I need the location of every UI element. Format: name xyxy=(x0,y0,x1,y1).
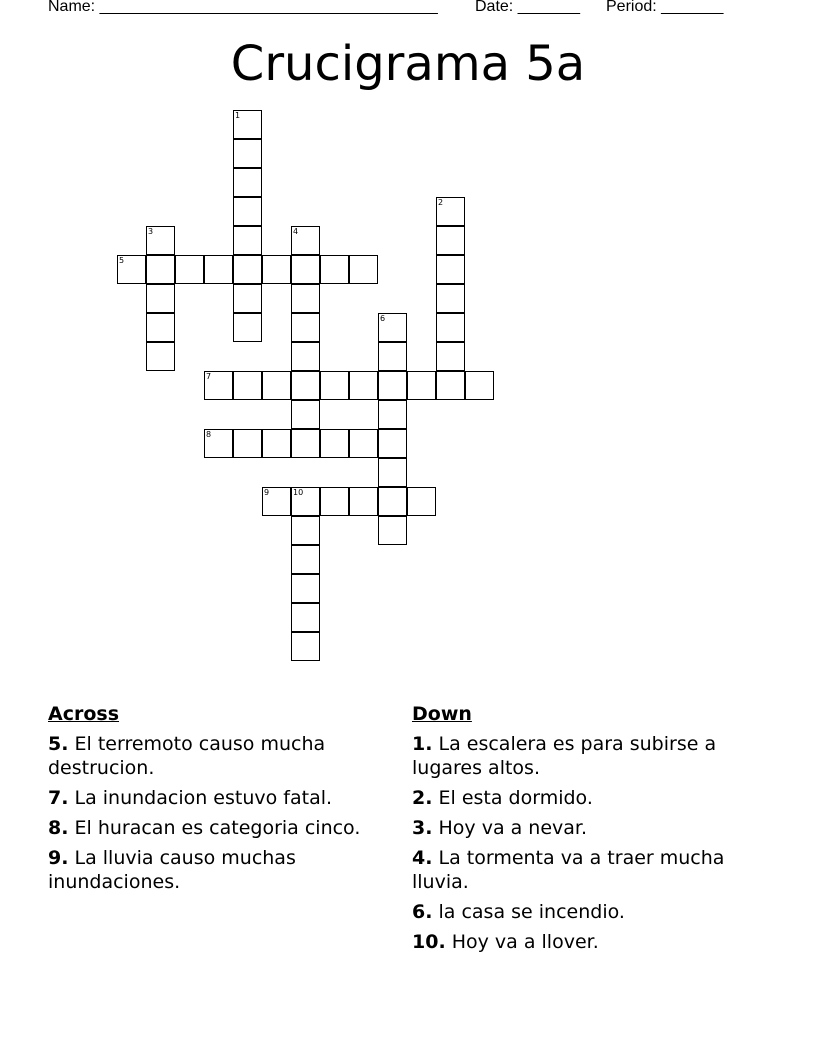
clue-number: 4 xyxy=(293,227,299,236)
down-heading: Down xyxy=(412,703,472,725)
grid-cell[interactable] xyxy=(291,516,320,545)
grid-cell[interactable] xyxy=(436,313,465,342)
page-title: Crucigrama 5a xyxy=(230,36,586,92)
clue-number: 9 xyxy=(264,488,270,497)
clue-down-1: 1. La escalera es para subirse a lugares altos. xyxy=(412,733,717,779)
grid-cell[interactable] xyxy=(291,632,320,661)
grid-cell[interactable] xyxy=(407,487,436,516)
grid-cell[interactable] xyxy=(233,313,262,342)
grid-cell[interactable] xyxy=(291,429,320,458)
grid-cell[interactable] xyxy=(320,255,349,284)
grid-cell[interactable] xyxy=(262,487,291,516)
grid-cell[interactable] xyxy=(233,284,262,313)
grid-cell[interactable] xyxy=(320,487,349,516)
grid-cell[interactable] xyxy=(378,429,407,458)
clue-number: 3 xyxy=(148,227,154,236)
grid-cell[interactable] xyxy=(146,313,175,342)
grid-cell[interactable] xyxy=(233,371,262,400)
grid-cell[interactable] xyxy=(262,429,291,458)
grid-cell[interactable] xyxy=(204,371,233,400)
grid-cell[interactable] xyxy=(204,429,233,458)
clue-number: 10 xyxy=(293,488,304,497)
clue-number: 1 xyxy=(235,111,241,120)
clue-number: 5 xyxy=(119,256,125,265)
grid-cell[interactable] xyxy=(146,342,175,371)
grid-cell[interactable] xyxy=(378,458,407,487)
grid-cell[interactable] xyxy=(378,400,407,429)
grid-cell[interactable] xyxy=(262,255,291,284)
date-field[interactable]: Date: _______ xyxy=(475,0,580,15)
grid-cell[interactable] xyxy=(291,574,320,603)
grid-cell[interactable] xyxy=(291,487,320,516)
grid-cell[interactable] xyxy=(436,255,465,284)
grid-cell[interactable] xyxy=(204,255,233,284)
grid-cell[interactable] xyxy=(465,371,494,400)
grid-cell[interactable] xyxy=(291,603,320,632)
down-clues xyxy=(412,702,752,960)
grid-cell[interactable] xyxy=(349,371,378,400)
grid-cell[interactable] xyxy=(117,255,146,284)
clue-down-4: 4. La tormenta va a traer mucha lluvia. xyxy=(412,847,725,893)
grid-cell[interactable] xyxy=(291,255,320,284)
grid-cell[interactable] xyxy=(378,371,407,400)
across-clues xyxy=(48,702,388,900)
grid-cell[interactable] xyxy=(233,110,262,139)
clue-number: 2 xyxy=(438,198,444,207)
grid-cell[interactable] xyxy=(378,342,407,371)
clue-down-6: 6. la casa se incendio. xyxy=(412,901,625,923)
grid-cell[interactable] xyxy=(233,255,262,284)
clue-number: 7 xyxy=(206,372,212,381)
clue-down-10: 10. Hoy va a llover. xyxy=(412,931,599,953)
grid-cell[interactable] xyxy=(320,429,349,458)
clue-down-2: 2. El esta dormido. xyxy=(412,787,593,809)
grid-cell[interactable] xyxy=(436,197,465,226)
grid-cell[interactable] xyxy=(291,545,320,574)
grid-cell[interactable] xyxy=(349,255,378,284)
grid-cell[interactable] xyxy=(146,226,175,255)
grid-cell[interactable] xyxy=(262,371,291,400)
clue-across-9: 9. La lluvia causo muchas inundaciones. xyxy=(48,847,296,893)
clue-across-7: 7. La inundacion estuvo fatal. xyxy=(48,787,333,809)
grid-cell[interactable] xyxy=(175,255,204,284)
name-field[interactable]: Name: ______________________________________ xyxy=(48,0,438,15)
grid-cell[interactable] xyxy=(146,284,175,313)
grid-cell[interactable] xyxy=(291,284,320,313)
grid-cell[interactable] xyxy=(436,226,465,255)
clue-number: 8 xyxy=(206,430,212,439)
grid-cell[interactable] xyxy=(378,516,407,545)
grid-cell[interactable] xyxy=(436,371,465,400)
grid-cell[interactable] xyxy=(378,487,407,516)
grid-cell[interactable] xyxy=(291,371,320,400)
grid-cell[interactable] xyxy=(291,342,320,371)
clue-down-3: 3. Hoy va a nevar. xyxy=(412,817,588,839)
grid-cell[interactable] xyxy=(233,197,262,226)
grid-cell[interactable] xyxy=(291,400,320,429)
grid-cell[interactable] xyxy=(291,313,320,342)
grid-cell[interactable] xyxy=(146,255,175,284)
grid-cell[interactable] xyxy=(407,371,436,400)
grid-cell[interactable] xyxy=(291,226,320,255)
grid-cell[interactable] xyxy=(349,487,378,516)
grid-cell[interactable] xyxy=(349,429,378,458)
clue-number: 6 xyxy=(380,314,386,323)
grid-cell[interactable] xyxy=(233,168,262,197)
grid-cell[interactable] xyxy=(233,429,262,458)
grid-cell[interactable] xyxy=(233,139,262,168)
grid-cell[interactable] xyxy=(320,371,349,400)
across-heading: Across xyxy=(48,703,120,725)
grid-cell[interactable] xyxy=(378,313,407,342)
grid-cell[interactable] xyxy=(436,284,465,313)
clue-across-5: 5. El terremoto causo mucha destrucion. xyxy=(48,733,326,779)
grid-cell[interactable] xyxy=(233,226,262,255)
grid-cell[interactable] xyxy=(436,342,465,371)
period-field[interactable]: Period: _______ xyxy=(606,0,724,15)
clue-across-8: 8. El huracan es categoria cinco. xyxy=(48,817,361,839)
